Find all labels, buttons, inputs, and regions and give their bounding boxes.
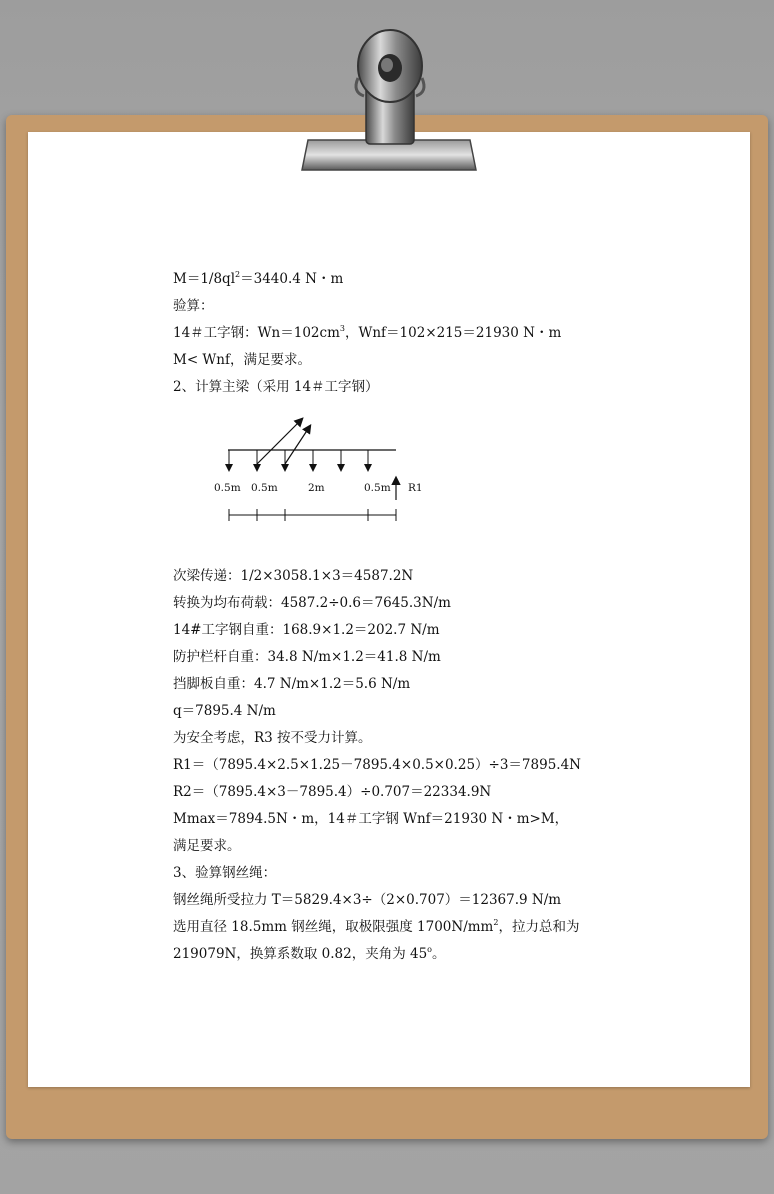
text-line: 钢丝绳所受拉力 T＝5829.4×3÷（2×0.707）＝12367.9 N/m (173, 892, 562, 908)
text-line: 挡脚板自重：4.7 N/m×1.2＝5.6 N/m (173, 676, 411, 692)
tension-arrow (257, 419, 302, 464)
text-line: M< Wnf，满足要求。 (173, 352, 311, 368)
text-line: R2＝（7895.4×3－7895.4）÷0.707＝22334.9N (173, 784, 492, 800)
text-line: R1＝（7895.4×2.5×1.25－7895.4×0.5×0.25）÷3＝7895.4N (173, 757, 581, 773)
text-line: Mmax＝7894.5N・m，14＃工字钢 Wnf＝21930 N・m>M， (173, 811, 569, 827)
section-heading: 2、计算主梁（采用 14＃工字钢） (173, 379, 379, 395)
reaction-label: R1 (408, 482, 423, 494)
text-line: 选用直径 18.5mm 钢丝绳，取极限强度 $1700N/mm^2$，拉力总和为 (173, 918, 580, 935)
span-label: 0.5m (251, 482, 278, 494)
text-line: 14#工字钢自重：168.9×1.2＝202.7 N/m (173, 622, 440, 638)
section-heading: 3、验算钢丝绳： (173, 865, 277, 881)
text-line: q＝7895.4 N/m (173, 703, 276, 719)
text-line: 验算： (173, 298, 214, 314)
text-line: 满足要求。 (173, 838, 241, 854)
text-line: 防护栏杆自重：34.8 N/m×1.2＝41.8 N/m (173, 649, 441, 665)
span-label: 2m (308, 482, 325, 494)
text-line: 次梁传递：1/2×3058.1×3＝4587.2N (173, 568, 414, 584)
span-label: 0.5m (364, 482, 391, 494)
text-line: $M=1/8ql^2=3440.4$ N・m (173, 270, 344, 287)
beam-load-diagram (200, 408, 440, 528)
text-line: 219079N，换算系数取 0.82，夹角为 45$^o$。 (173, 945, 446, 962)
text-line: 为安全考虑，R3 按不受力计算。 (173, 730, 372, 746)
text-line: 14＃工字钢：$Wn=102cm^3$，Wnf＝102×215＝21930 N・m (173, 324, 562, 341)
span-label: 0.5m (214, 482, 241, 494)
text-line: 转换为均布荷载：4587.2÷0.6＝7645.3N/m (173, 595, 451, 611)
